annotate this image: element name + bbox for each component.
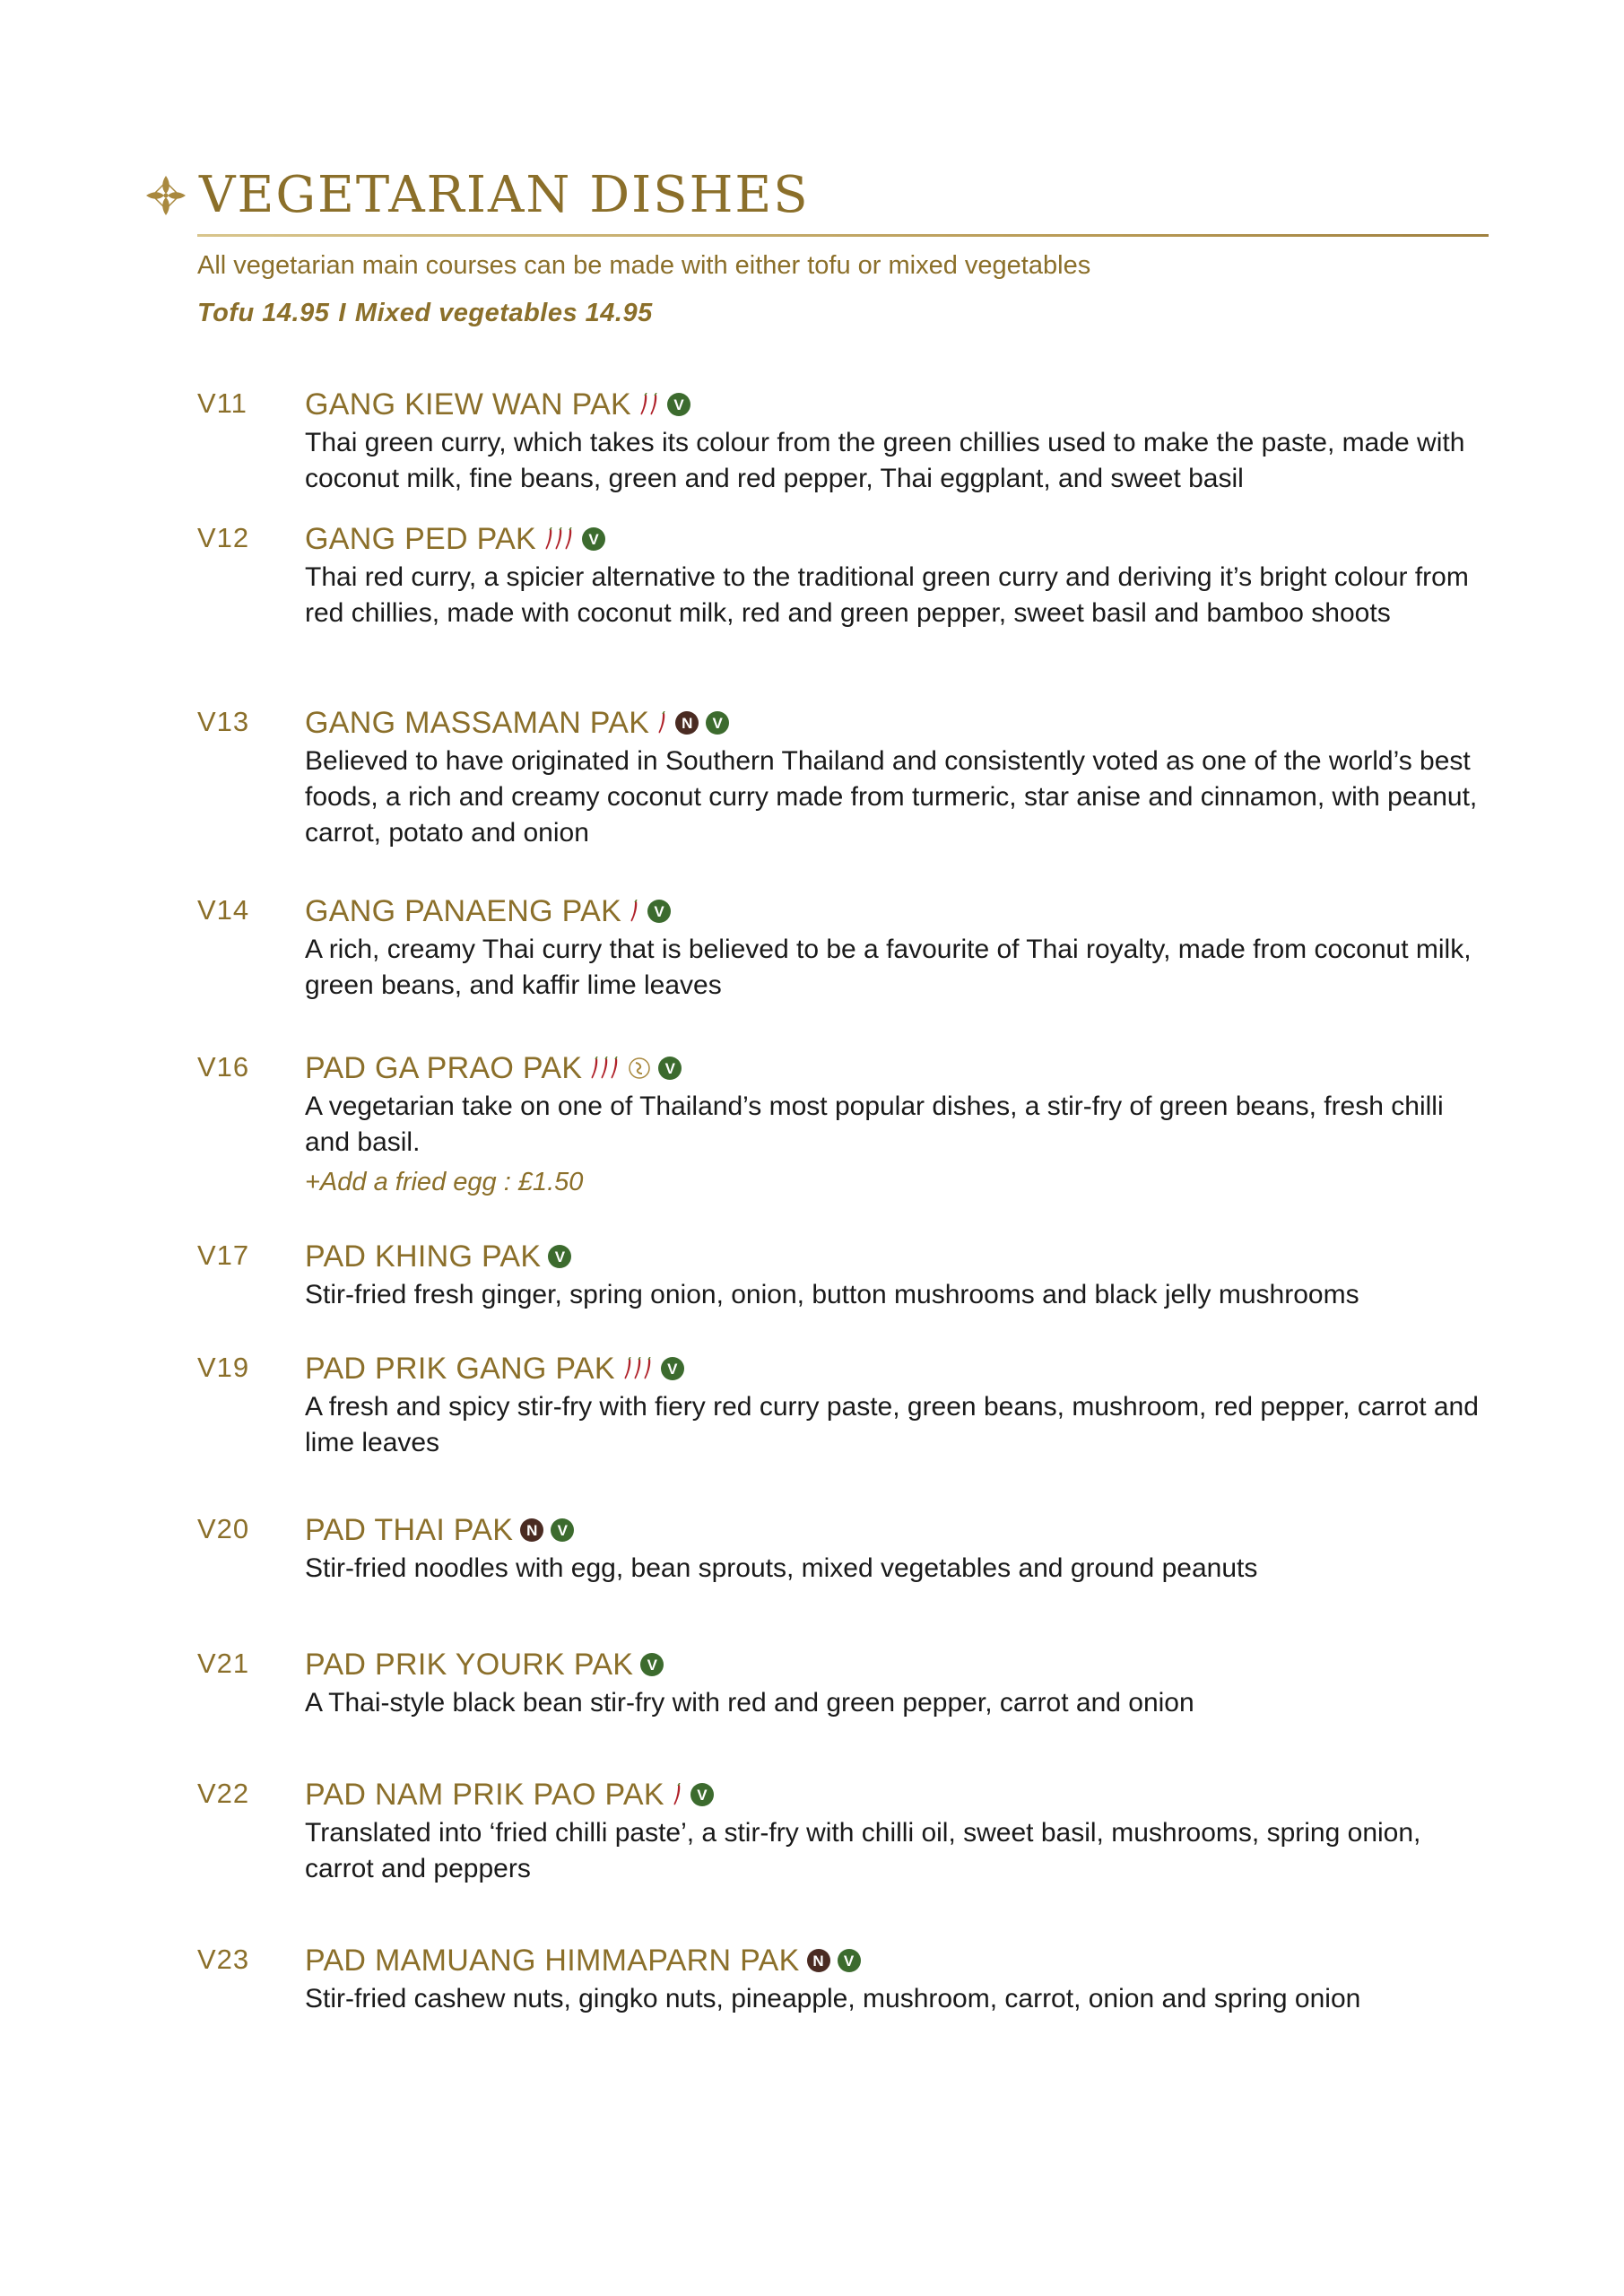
chilli-rating [640, 393, 660, 416]
intro-text: All vegetarian main courses can be made with either tofu or mixed vegetables [197, 251, 1091, 280]
dish-body [305, 1776, 1480, 1887]
dish-description: Stir-fried noodles with egg, bean sprouts, mixed vegetables and ground peanuts [305, 1553, 1258, 1583]
dish-body [305, 704, 1480, 851]
dish-description: A Thai-style black bean stir-fry with red and green pepper, carrot and onion [305, 1688, 1194, 1718]
dish-name-row [305, 892, 1480, 930]
page-title: VEGETARIAN DISHES [199, 166, 810, 224]
vegetarian-badge-icon: V [690, 1783, 714, 1806]
dish-body [305, 520, 1480, 631]
dish-name-row [305, 1511, 1480, 1549]
chilli-icon [591, 1057, 599, 1080]
dish-code: V22 [197, 1778, 250, 1809]
chilli-icon [634, 1357, 642, 1380]
chilli-icon [624, 1357, 632, 1380]
chilli-rating [591, 1057, 621, 1080]
dish-body [305, 386, 1480, 497]
title-row [143, 166, 1489, 224]
dish-name-row [305, 1238, 1480, 1275]
dish-name: PAD GA PRAO PAK [305, 1050, 583, 1085]
dish-name: GANG KIEW WAN PAK [305, 387, 632, 422]
chilli-icon [611, 1057, 619, 1080]
chilli-icon [630, 900, 638, 923]
dish-name: GANG PED PAK [305, 521, 537, 556]
vegetarian-badge-icon: V [548, 1245, 571, 1268]
price-line [197, 299, 653, 328]
vegetarian-badge-icon: V [706, 711, 729, 735]
dish-body [305, 1350, 1480, 1461]
dish-name-row [305, 1049, 1480, 1087]
dish-name-row [305, 386, 1480, 423]
dish-description: Thai red curry, a spicier alternative to the traditional green curry and deriving it’s bright colour from red chillies, made with coconut milk, red and green pepper, sweet basil and bamboo shoots [305, 562, 1469, 628]
dish-body [305, 1942, 1480, 2017]
price-separator: I [338, 299, 346, 327]
tofu-price: Tofu 14.95 [197, 299, 330, 327]
dish-description: Stir-fried cashew nuts, gingko nuts, pineapple, mushroom, carrot, onion and spring onion [305, 1984, 1361, 2013]
dish-name: PAD KHING PAK [305, 1239, 542, 1274]
dish-code: V16 [197, 1051, 250, 1083]
chilli-rating [673, 1783, 683, 1806]
dish-description: Stir-fried fresh ginger, spring onion, onion, button mushrooms and black jelly mushrooms [305, 1280, 1359, 1309]
dish-description: Thai green curry, which takes its colour from the green chillies used to make the paste, made with coconut milk, fine beans, green and red pepper, Thai eggplant, and sweet basil [305, 428, 1465, 493]
dish-code: V20 [197, 1513, 250, 1544]
dish-description: A vegetarian take on one of Thailand’s most popular dishes, a stir-fry of green beans, fresh chilli and basil. [305, 1091, 1444, 1157]
dish-code: V11 [197, 387, 248, 419]
dish-code: V21 [197, 1648, 250, 1679]
dish-name: PAD THAI PAK [305, 1512, 514, 1547]
chilli-icon [650, 393, 658, 416]
title-divider [197, 234, 1489, 237]
dish-description: Believed to have originated in Southern Thailand and consistently voted as one of the world’s best foods, a rich and creamy coconut curry made from turmeric, star anise and cinnamon, with peanut, carrot, potato and onion [305, 746, 1478, 848]
dish-description: Translated into ‘fried chilli paste’, a stir-fry with chilli oil, sweet basil, mushrooms, spring onion, carrot and peppers [305, 1818, 1421, 1883]
vegetarian-badge-icon: V [667, 393, 690, 416]
dish-code: V14 [197, 894, 250, 926]
dish-name-row [305, 1646, 1480, 1683]
dish-description: A rich, creamy Thai curry that is believed to be a favourite of Thai royalty, made from coconut milk, green beans, and kaffir lime leaves [305, 935, 1472, 1000]
dish-name: PAD MAMUANG HIMMAPARN PAK [305, 1943, 800, 1978]
vegetarian-badge-icon: V [582, 527, 605, 551]
dish-description: A fresh and spicy stir-fry with fiery red curry paste, green beans, mushroom, red pepper, carrot and lime leaves [305, 1392, 1479, 1457]
chilli-rating [624, 1357, 654, 1380]
dish-code: V17 [197, 1239, 250, 1271]
dish-body [305, 1049, 1480, 1197]
dish-name: PAD NAM PRIK PAO PAK [305, 1777, 664, 1812]
dish-name: PAD PRIK GANG PAK [305, 1351, 615, 1386]
dish-name: PAD PRIK YOURK PAK [305, 1647, 634, 1682]
dish-name-row [305, 1776, 1480, 1813]
nuts-badge-icon: N [520, 1518, 543, 1542]
dish-code: V19 [197, 1352, 250, 1383]
chilli-icon [545, 527, 553, 551]
vegetarian-badge-icon: V [838, 1949, 861, 1972]
dish-name-row [305, 1350, 1480, 1387]
nuts-badge-icon: N [675, 711, 699, 735]
dish-name-row [305, 704, 1480, 742]
vegetarian-badge-icon: V [661, 1357, 684, 1380]
dish-name: GANG MASSAMAN PAK [305, 705, 650, 740]
chilli-rating [630, 900, 640, 923]
dish-code: V12 [197, 522, 250, 553]
dish-body [305, 1511, 1480, 1587]
dish-code: V23 [197, 1944, 250, 1975]
chef-special-icon [628, 1057, 651, 1080]
dish-body [305, 1238, 1480, 1313]
chilli-icon [673, 1783, 682, 1806]
nuts-badge-icon: N [807, 1949, 830, 1972]
flower-ornament-icon [143, 173, 188, 218]
mixed-veg-price: Mixed vegetables 14.95 [354, 299, 653, 327]
vegetarian-badge-icon: V [640, 1653, 664, 1676]
dish-name-row [305, 520, 1480, 558]
dish-name: GANG PANAENG PAK [305, 893, 622, 928]
chilli-icon [555, 527, 563, 551]
vegetarian-badge-icon: V [551, 1518, 574, 1542]
vegetarian-badge-icon: V [647, 900, 671, 923]
chilli-icon [644, 1357, 652, 1380]
vegetarian-badge-icon: V [658, 1057, 682, 1080]
section-header [143, 166, 1489, 224]
dish-name-row [305, 1942, 1480, 1979]
chilli-rating [658, 711, 668, 735]
chilli-icon [601, 1057, 609, 1080]
chilli-icon [640, 393, 648, 416]
chilli-icon [658, 711, 666, 735]
chilli-icon [565, 527, 573, 551]
dish-body [305, 1646, 1480, 1721]
dish-body [305, 892, 1480, 1004]
dish-code: V13 [197, 706, 250, 737]
dish-addon: +Add a fried egg : £1.50 [305, 1168, 584, 1196]
chilli-rating [545, 527, 575, 551]
